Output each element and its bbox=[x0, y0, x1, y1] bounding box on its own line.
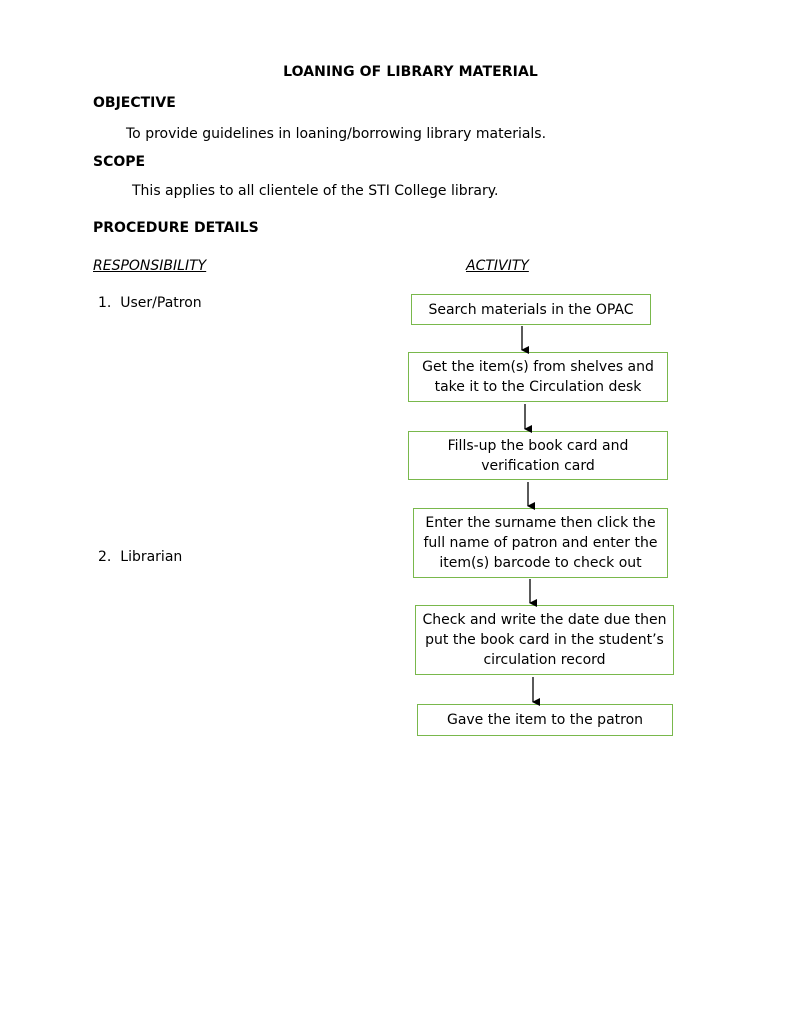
flow-step-text: Enter the surname then click the full name of patron and enter the item(s) barcode to check out bbox=[423, 515, 658, 571]
scope-heading: SCOPE bbox=[93, 154, 146, 170]
responsibility-number: 1. bbox=[98, 295, 112, 311]
flow-step bbox=[408, 352, 668, 402]
responsibility-item bbox=[98, 549, 182, 565]
responsibility-label: Librarian bbox=[120, 549, 183, 565]
responsibility-column-header: RESPONSIBILITY bbox=[93, 258, 207, 274]
flow-step bbox=[413, 508, 668, 578]
flow-step-text: Fills-up the book card and verification card bbox=[447, 437, 629, 474]
flow-step bbox=[417, 704, 673, 736]
activity-column-header: ACTIVITY bbox=[466, 258, 529, 274]
flow-step bbox=[415, 605, 674, 675]
flow-step-text: Search materials in the OPAC bbox=[428, 301, 634, 318]
responsibility-label: User/Patron bbox=[120, 295, 202, 311]
responsibility-item bbox=[98, 295, 202, 311]
flow-step-text: Gave the item to the patron bbox=[446, 712, 644, 728]
flow-step bbox=[408, 431, 668, 480]
flow-step bbox=[411, 294, 651, 325]
procedure-heading: PROCEDURE DETAILS bbox=[93, 220, 259, 236]
responsibility-number: 2. bbox=[98, 549, 112, 565]
flow-step-text: Get the item(s) from shelves and take it to the Circulation desk bbox=[422, 359, 654, 395]
objective-heading: OBJECTIVE bbox=[93, 95, 176, 111]
document-title: LOANING OF LIBRARY MATERIAL bbox=[283, 64, 538, 80]
scope-text: This applies to all clientele of the STI College library. bbox=[132, 183, 499, 199]
objective-text: To provide guidelines in loaning/borrowing library materials. bbox=[126, 126, 547, 142]
flow-step-text: Check and write the date due then put the book card in the student’s circulation record bbox=[422, 612, 667, 668]
